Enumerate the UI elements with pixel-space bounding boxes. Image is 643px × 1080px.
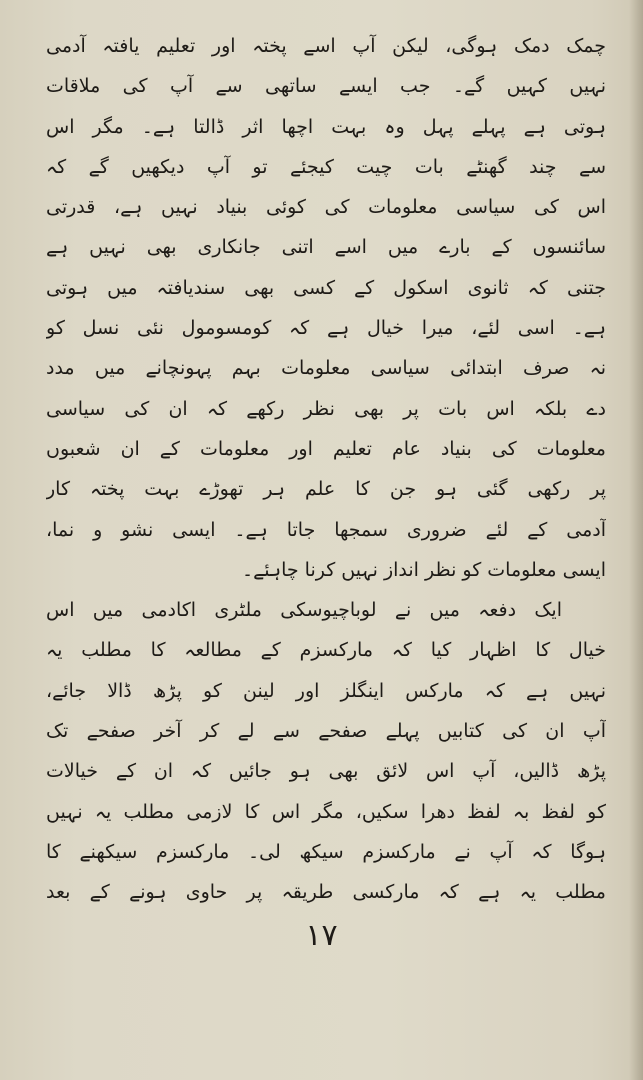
text-line: معلومات کی بنیاد عام تعلیم اور معلومات کے ان شعبوں — [46, 437, 606, 460]
text-line: مطلب یہ ہے کہ مارکسی طریقہ پر حاوی ہونے کے بعد — [46, 881, 606, 904]
text-line: ہوتی ہے پہلے پہل وہ بہت اچھا اثر ڈالتا ہے۔ مگر اس — [46, 115, 606, 138]
text-line: نہیں ہے کہ مارکس اینگلز اور لینن کو پڑھ ڈالا جائے، — [46, 679, 606, 702]
text-line: جتنی کہ ثانوی اسکول کے کسی بھی سندیافتہ میں ہوتی — [46, 276, 606, 299]
text-line: ایسی معلومات کو نظر انداز نہیں کرنا چاہئے۔ — [241, 558, 606, 581]
text-line: چمک دمک ہوگی، لیکن آپ اسے پختہ اور تعلیم یافتہ آدمی — [46, 35, 606, 57]
page-number: ١٧ — [305, 918, 338, 953]
text-line: پر رکھی گئی ہو جن کا علم ہر تھوڑے بہت پختہ کار — [46, 478, 606, 501]
paragraph-2 — [46, 590, 606, 912]
text-line: آدمی کے لئے ضروری سمجھا جاتا ہے۔ ایسی نشو و نما، — [46, 518, 606, 541]
text-line: نہ صرف ابتدائی سیاسی معلومات بہم پہونچانے میں مدد — [46, 357, 606, 380]
paragraph-1 — [46, 26, 606, 590]
body-text — [46, 26, 606, 913]
text-line: اس کی سیاسی معلومات کی کوئی بنیاد نہیں ہے، قدرتی — [46, 196, 606, 219]
text-line: سائنسوں کے بارے میں اسے اتنی جانکاری بھی نہیں ہے — [46, 236, 606, 259]
text-line: ایک دفعہ میں نے لوباچیوسکی ملٹری اکادمی میں اس — [46, 599, 562, 622]
text-line: خیال کا اظہار کیا کہ مارکسزم کے مطالعہ کا مطلب یہ — [46, 639, 606, 662]
text-line: سے چند گھنٹے بات چیت کیجئے تو آپ دیکھیں گے کہ — [46, 155, 606, 178]
text-line: ہوگا کہ آپ نے مارکسزم سیکھ لی۔ مارکسزم سیکھنے کا — [46, 840, 606, 863]
text-line: ہے۔ اسی لئے، میرا خیال ہے کہ کومسومول نئی نسل کو — [46, 317, 606, 340]
text-line: پڑھ ڈالیں، آپ اس لائق بھی ہو جائیں کہ ان کے خیالات — [46, 760, 606, 783]
text-line: آپ ان کی کتابیں پہلے صفحے سے لے کر آخر صفحے تک — [46, 720, 606, 743]
text-line: دے بلکہ اس بات پر بھی نظر رکھے کہ ان کی سیاسی — [46, 397, 606, 420]
text-line: نہیں کہیں گے۔ جب ایسے ساتھی سے آپ کی ملاقات — [46, 75, 606, 98]
text-line: کو لفظ بہ لفظ دھرا سکیں، مگر اس کا لازمی مطلب یہ نہیں — [46, 800, 606, 823]
